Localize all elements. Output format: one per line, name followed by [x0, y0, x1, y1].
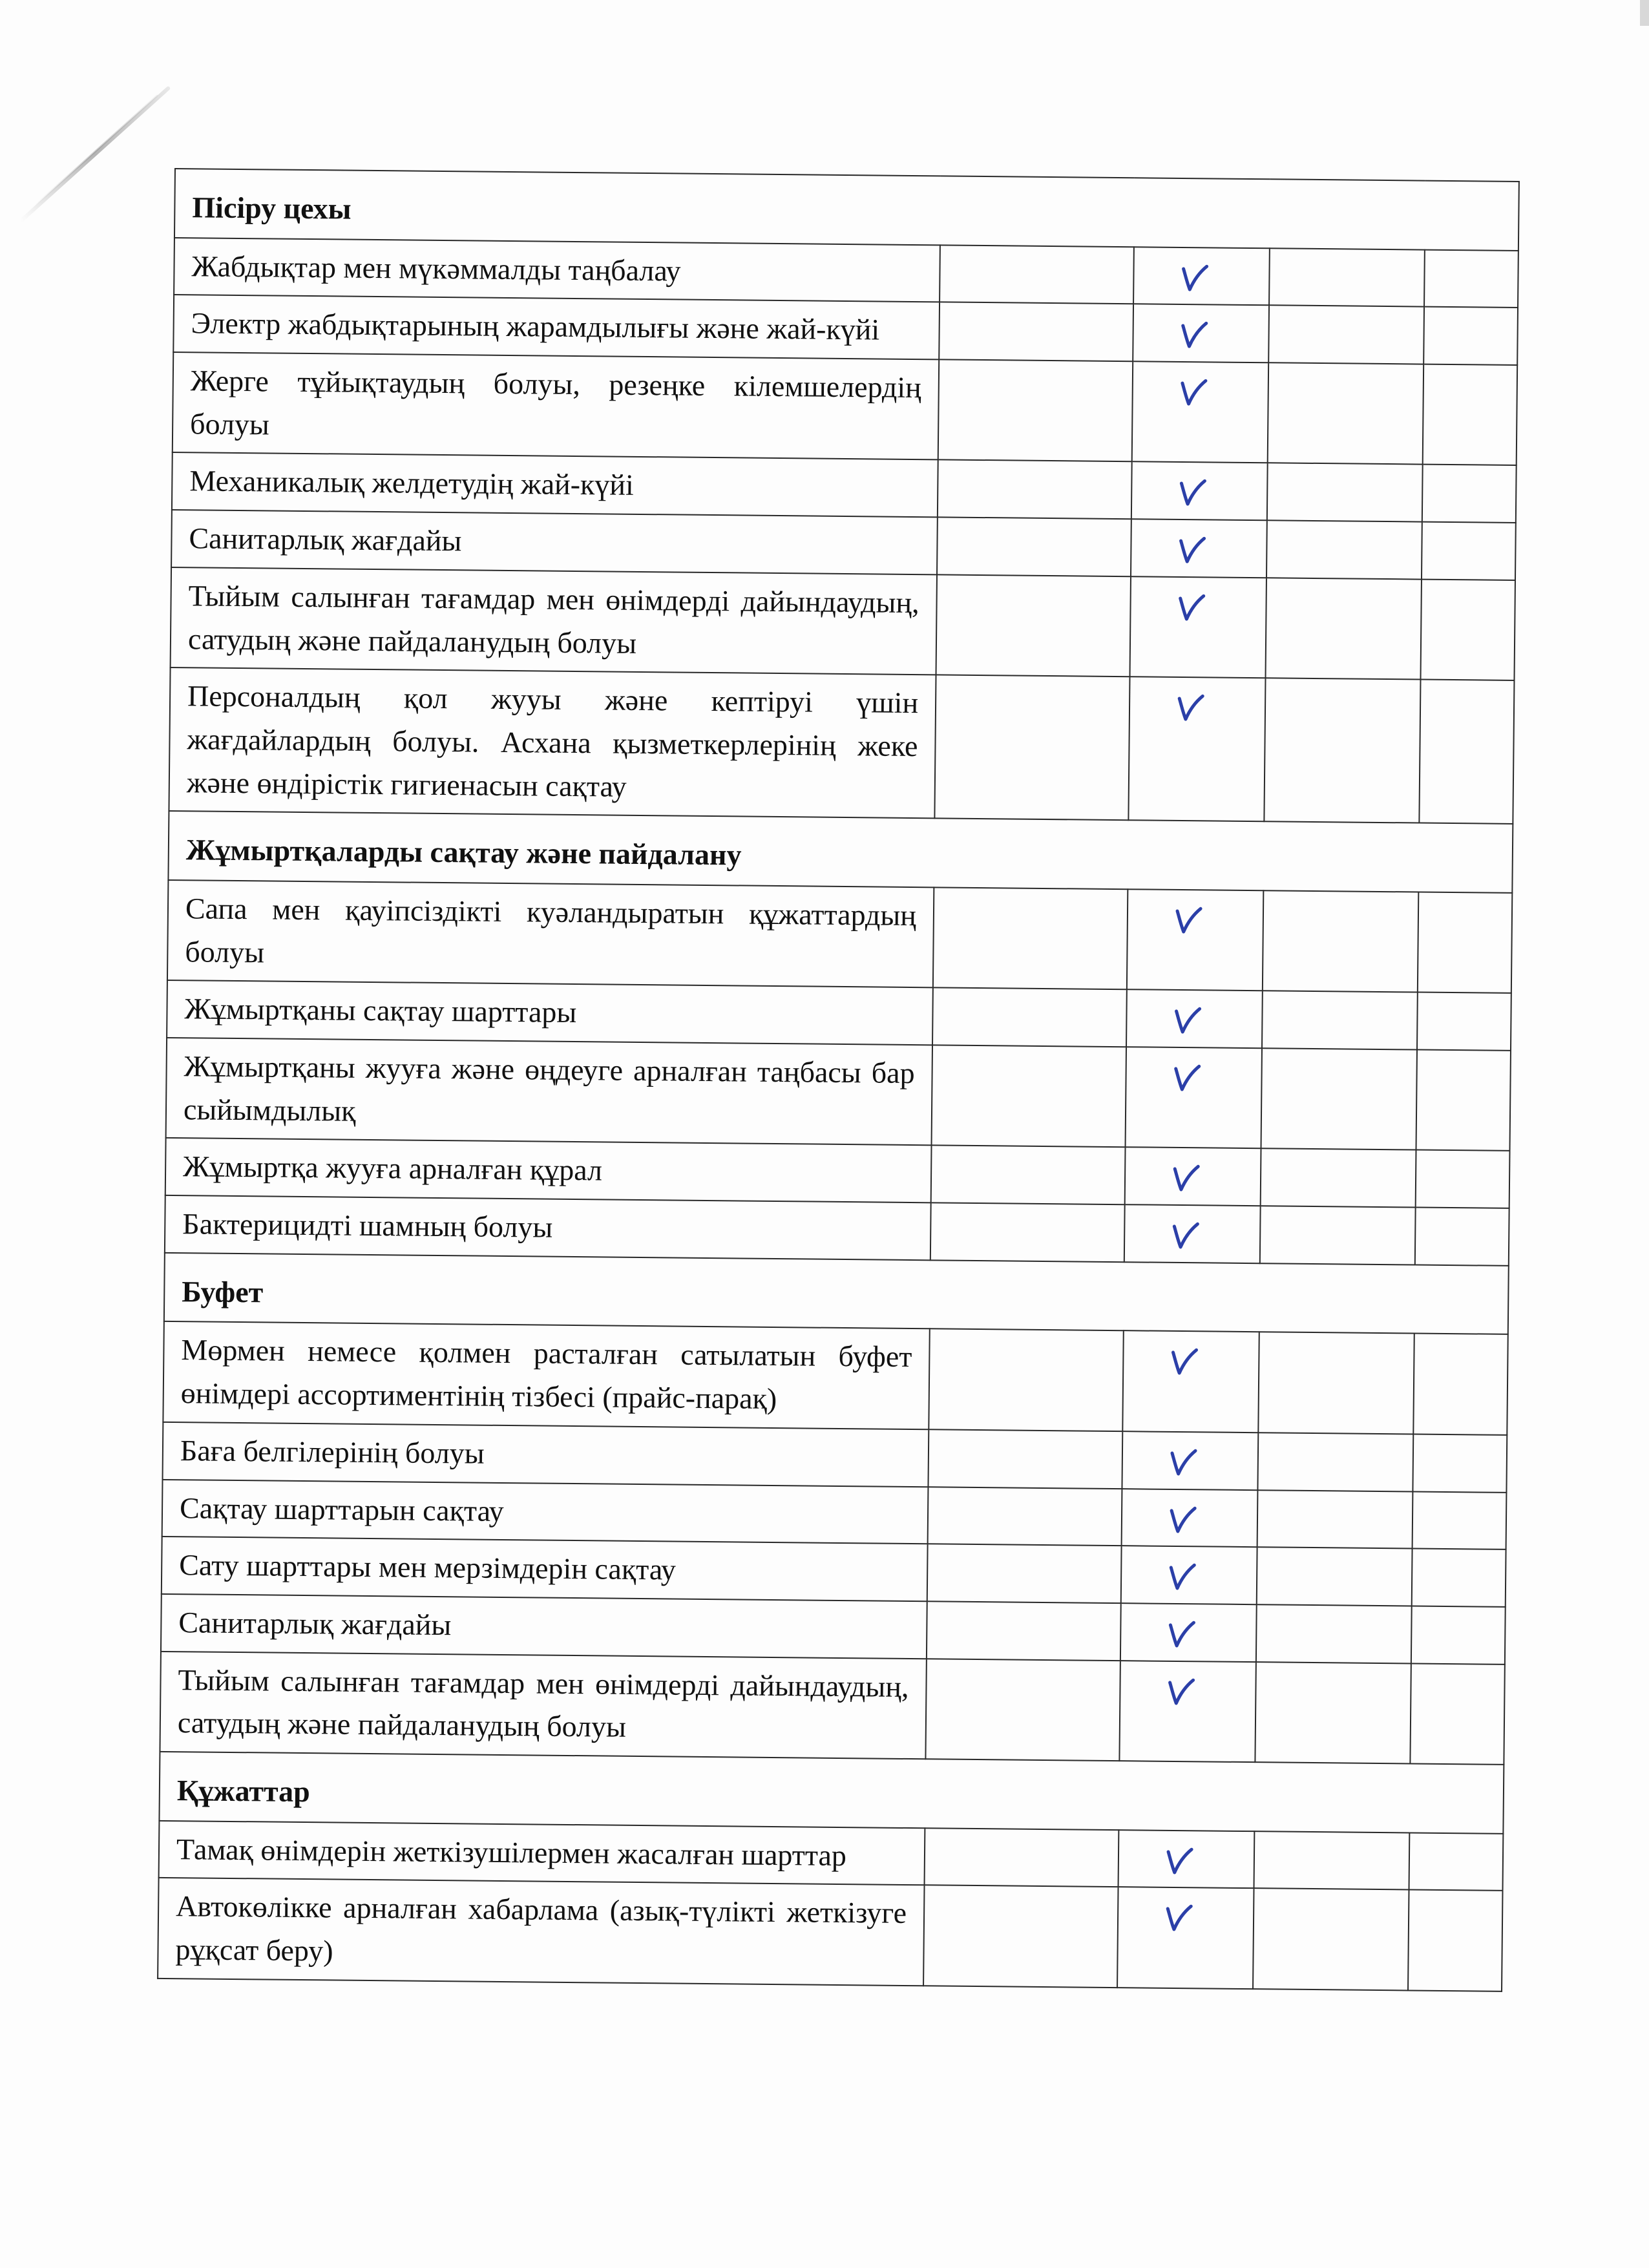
answer-cell-4[interactable] [1424, 249, 1518, 308]
handwritten-check-icon [1176, 592, 1207, 623]
answer-cell-4[interactable] [1412, 1549, 1506, 1607]
handwritten-check-icon [1175, 692, 1206, 723]
requirement-text: Мөрмен немесе қолмен расталған сатылатын буфет өнімдері ассортиментінің тізбесі (прайс-парақ) [163, 1321, 929, 1429]
section-header-row [174, 169, 1519, 251]
answer-cell-1[interactable] [923, 1885, 1118, 1988]
handwritten-check-icon [1169, 1346, 1200, 1377]
answer-cell-3[interactable] [1263, 890, 1418, 992]
answer-cell-3[interactable] [1265, 578, 1421, 680]
section-title: Құжаттар [159, 1752, 1504, 1834]
requirement-text: Сапа мен қауіпсіздікті куәландыратын құжаттардың болуы [167, 880, 934, 988]
answer-cell-3[interactable] [1261, 1149, 1416, 1208]
check-cell[interactable] [1133, 304, 1269, 363]
answer-cell-3[interactable] [1257, 1433, 1413, 1491]
handwritten-check-icon [1179, 377, 1210, 408]
handwritten-check-icon [1166, 1619, 1197, 1650]
requirement-text: Жұмыртқаны жууға және өңдеуге арналған таңбасы бар сыйымдылық [166, 1038, 932, 1146]
answer-cell-1[interactable] [927, 1544, 1122, 1603]
answer-cell-4[interactable] [1413, 1334, 1507, 1435]
inspection-checklist-table [157, 168, 1520, 1992]
answer-cell-1[interactable] [930, 1202, 1125, 1262]
requirement-text: Жұмыртқа жууға арналған құрал [165, 1138, 932, 1202]
answer-cell-1[interactable] [936, 574, 1131, 677]
requirement-text: Механикалық желдетудің жай-күйі [172, 452, 938, 517]
requirement-text: Жерге тұйықтаудың болуы, резеңке кілемшелердің болуы [173, 352, 939, 460]
answer-cell-4[interactable] [1410, 1663, 1504, 1765]
answer-cell-4[interactable] [1413, 1491, 1507, 1549]
requirement-text: Жабдықтар мен мүкәммалды таңбалау [174, 238, 940, 302]
check-cell[interactable] [1130, 576, 1266, 678]
answer-cell-1[interactable] [929, 1329, 1123, 1431]
answer-cell-3[interactable] [1267, 463, 1423, 522]
checklist-row [173, 352, 1517, 465]
check-cell[interactable] [1122, 1431, 1258, 1490]
checklist-sheet [157, 168, 1518, 1992]
answer-cell-3[interactable] [1255, 1662, 1411, 1764]
answer-cell-3[interactable] [1261, 1048, 1417, 1150]
answer-cell-1[interactable] [928, 1429, 1122, 1489]
answer-cell-1[interactable] [938, 359, 1133, 461]
handwritten-check-icon [1170, 1220, 1201, 1251]
answer-cell-4[interactable] [1422, 522, 1516, 580]
requirement-text: Автокөлікке арналған хабарлама (азық-түлікті жеткізуге рұқсат беру) [158, 1878, 924, 1986]
answer-cell-4[interactable] [1418, 892, 1512, 993]
handwritten-check-icon [1171, 1062, 1203, 1093]
handwritten-check-icon [1171, 1162, 1202, 1193]
answer-cell-1[interactable] [933, 887, 1128, 989]
check-cell[interactable] [1125, 1148, 1261, 1206]
handwritten-check-icon [1164, 1845, 1195, 1876]
requirement-text: Сақтау шарттарын сақтау [162, 1479, 929, 1544]
scan-streak [19, 86, 171, 223]
handwritten-check-icon [1172, 1005, 1203, 1036]
check-cell[interactable] [1127, 889, 1263, 991]
handwritten-check-icon [1177, 477, 1208, 508]
requirement-text: Санитарлық жағдайы [171, 510, 938, 574]
check-cell[interactable] [1122, 1489, 1258, 1548]
answer-cell-3[interactable] [1256, 1604, 1412, 1663]
requirement-text: Жұмыртқаны сақтау шарттары [167, 980, 933, 1045]
answer-cell-1[interactable] [937, 517, 1131, 576]
check-cell[interactable] [1120, 1603, 1257, 1662]
handwritten-check-icon [1164, 1902, 1195, 1933]
requirement-text: Тыйым салынған тағамдар мен өнімдерді дайындаудың, сатудың және пайдаланудың болуы [160, 1651, 926, 1759]
requirement-text: Бактерицидті шамның болуы [165, 1195, 931, 1260]
requirement-text: Тамақ өнімдерін жеткізушілермен жасалған шарттар [159, 1821, 925, 1885]
check-cell[interactable] [1124, 1204, 1261, 1263]
answer-cell-4[interactable] [1417, 992, 1511, 1051]
handwritten-check-icon [1173, 905, 1204, 936]
answer-cell-3[interactable] [1257, 1547, 1413, 1606]
check-cell[interactable] [1131, 462, 1268, 521]
answer-cell-4[interactable] [1409, 1832, 1504, 1891]
answer-cell-1[interactable] [934, 675, 1129, 821]
requirement-text: Сату шарттары мен мерзімдерін сақтау [162, 1537, 928, 1601]
scan-streak [32, 94, 158, 208]
answer-cell-3[interactable] [1258, 1332, 1414, 1434]
answer-cell-4[interactable] [1419, 680, 1514, 824]
answer-cell-1[interactable] [925, 1659, 1120, 1761]
checklist-row [160, 1651, 1504, 1764]
answer-cell-3[interactable] [1268, 306, 1424, 364]
answer-cell-4[interactable] [1423, 364, 1517, 466]
answer-cell-3[interactable] [1254, 1831, 1410, 1890]
answer-cell-3[interactable] [1253, 1888, 1409, 1990]
check-cell[interactable] [1126, 1047, 1262, 1148]
answer-cell-4[interactable] [1416, 1050, 1510, 1151]
handwritten-check-icon [1167, 1561, 1198, 1592]
answer-cell-4[interactable] [1422, 465, 1517, 523]
handwritten-check-icon [1177, 534, 1208, 565]
answer-cell-4[interactable] [1416, 1150, 1510, 1208]
requirement-text: Электр жабдықтарының жарамдылығы және жай-күйі [173, 295, 940, 359]
section-title: Жұмыртқаларды сақтау және пайдалану [168, 811, 1513, 893]
requirement-text: Персоналдың қол жууы және кептіруі үшін жағдайлардың болуы. Асхана қызметкерлерінің жеке және өндірістік гигиенасын сақтау [169, 667, 936, 818]
handwritten-check-icon [1179, 319, 1210, 350]
section-header-row [168, 811, 1513, 893]
section-title: Пісіру цехы [174, 169, 1519, 251]
answer-cell-3[interactable] [1269, 248, 1425, 307]
requirement-text: Санитарлық жағдайы [161, 1594, 927, 1659]
answer-cell-1[interactable] [932, 1045, 1126, 1147]
answer-cell-3[interactable] [1260, 1206, 1416, 1265]
check-cell[interactable] [1119, 1661, 1255, 1762]
check-cell[interactable] [1132, 361, 1268, 463]
handwritten-check-icon [1179, 262, 1210, 293]
answer-cell-1[interactable] [940, 245, 1134, 304]
section-header-row [159, 1752, 1504, 1834]
answer-cell-3[interactable] [1257, 1490, 1413, 1549]
check-cell[interactable] [1133, 247, 1270, 306]
check-cell[interactable] [1126, 990, 1263, 1049]
answer-cell-3[interactable] [1262, 991, 1418, 1050]
answer-cell-3[interactable] [1264, 678, 1420, 823]
answer-cell-4[interactable] [1408, 1890, 1502, 1991]
answer-cell-4[interactable] [1423, 307, 1518, 365]
handwritten-check-icon [1166, 1675, 1197, 1706]
answer-cell-1[interactable] [939, 302, 1133, 362]
answer-cell-4[interactable] [1420, 579, 1515, 680]
requirement-text: Баға белгілерінің болуы [163, 1422, 929, 1487]
handwritten-check-icon [1168, 1504, 1199, 1535]
answer-cell-4[interactable] [1415, 1208, 1509, 1266]
answer-cell-1[interactable] [932, 988, 1127, 1047]
answer-cell-1[interactable] [938, 460, 1132, 520]
check-cell[interactable] [1117, 1887, 1254, 1988]
checklist-row [166, 1038, 1511, 1151]
answer-cell-1[interactable] [927, 1601, 1121, 1661]
scan-edge [1640, 0, 1649, 26]
check-cell[interactable] [1122, 1331, 1259, 1433]
check-cell[interactable] [1131, 519, 1267, 578]
checklist-row [167, 880, 1512, 993]
check-cell[interactable] [1128, 677, 1265, 821]
requirement-text: Тыйым салынған тағамдар мен өнімдерді дайындаудың, сатудың және пайдаланудың болуы [171, 567, 937, 675]
answer-cell-3[interactable] [1266, 520, 1422, 579]
checklist-row [171, 567, 1515, 680]
answer-cell-3[interactable] [1268, 362, 1423, 465]
check-cell[interactable] [1119, 1830, 1255, 1889]
check-cell[interactable] [1121, 1546, 1257, 1604]
answer-cell-1[interactable] [928, 1487, 1122, 1546]
answer-cell-4[interactable] [1413, 1434, 1507, 1492]
answer-cell-1[interactable] [931, 1146, 1126, 1205]
checklist-row [158, 1878, 1502, 1991]
answer-cell-4[interactable] [1411, 1606, 1506, 1664]
checklist-row [169, 667, 1514, 824]
section-header-row [164, 1253, 1509, 1335]
handwritten-check-icon [1168, 1447, 1199, 1478]
answer-cell-1[interactable] [925, 1828, 1119, 1887]
checklist-row [163, 1321, 1507, 1434]
section-title: Буфет [164, 1253, 1509, 1335]
